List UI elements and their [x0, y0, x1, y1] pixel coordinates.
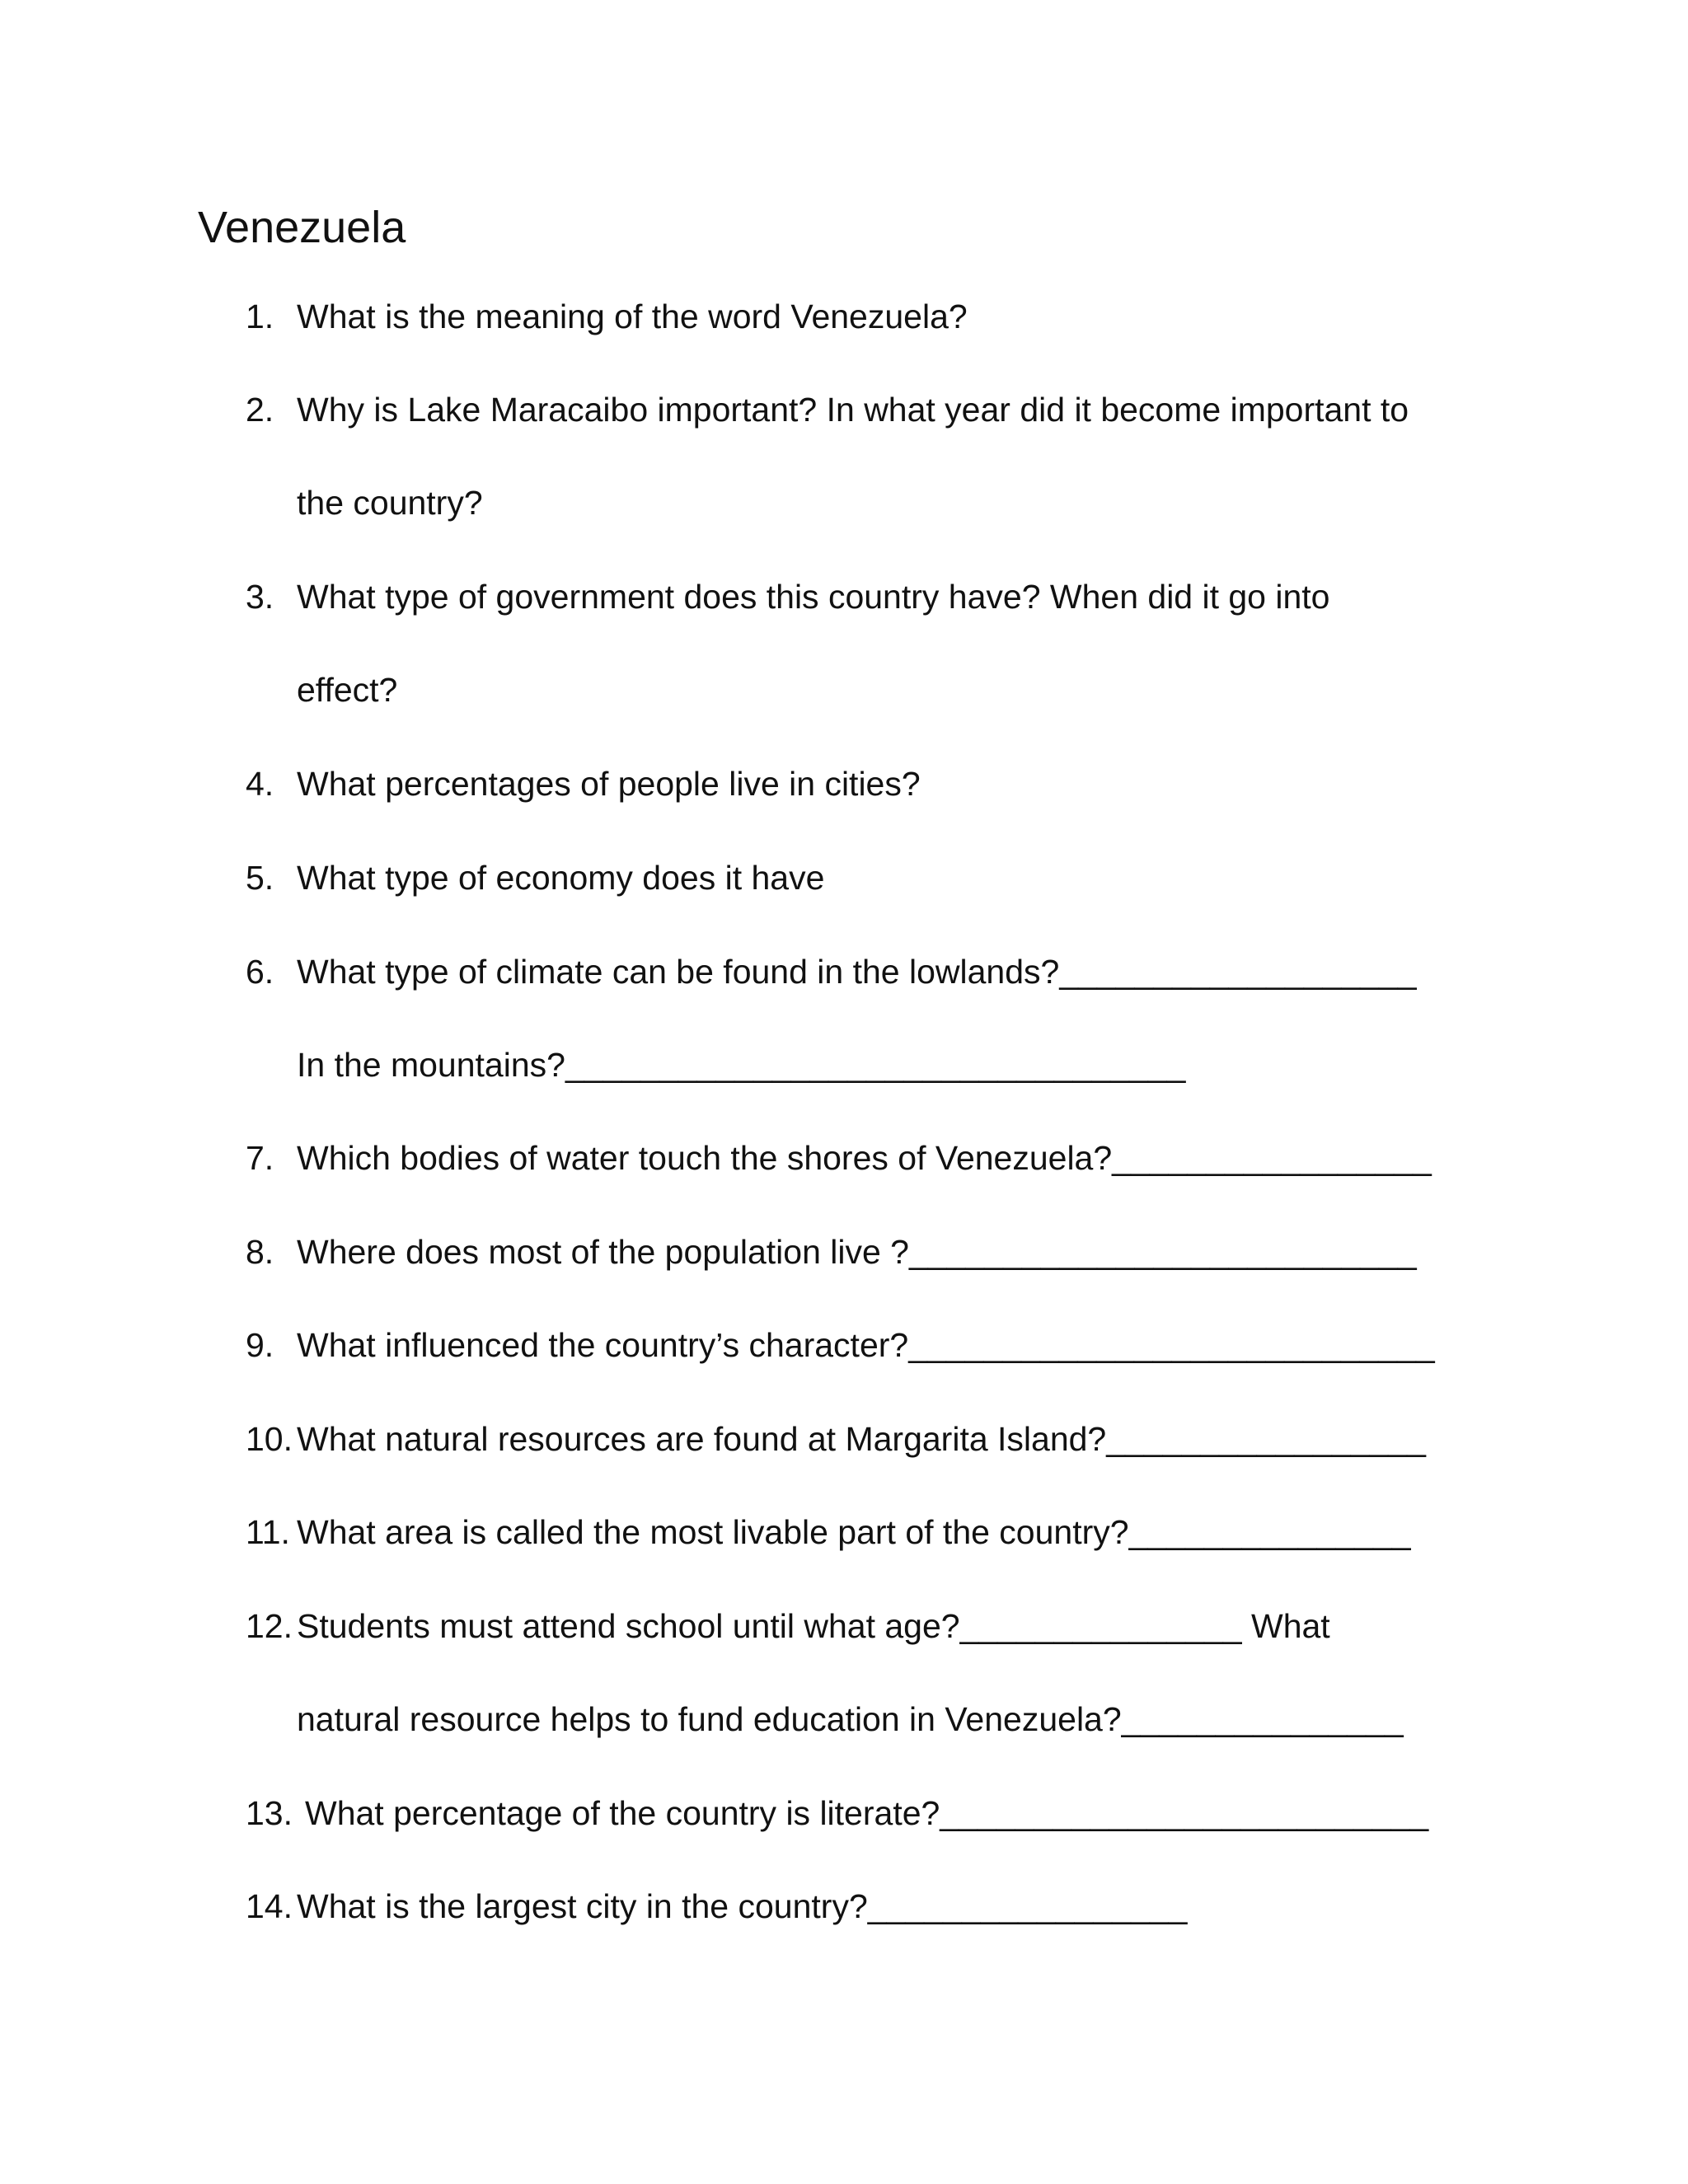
question-text-continued: the country? [297, 484, 483, 522]
question-number: 7. [246, 1139, 274, 1177]
question-text: What is the largest city in the country?_________________ [297, 1887, 1188, 1925]
question-text: What area is called the most livable part of the country?_______________ [297, 1513, 1411, 1551]
question-number: 8. [246, 1233, 274, 1271]
question-number: 10. [246, 1420, 293, 1458]
question-text: What is the meaning of the word Venezuela? [297, 298, 968, 335]
question-number: 12. [246, 1607, 293, 1645]
question-text: What influenced the country’s character?____________________________ [297, 1326, 1435, 1364]
question-text: Students must attend school until what age?_______________ What [297, 1607, 1330, 1645]
question-number: 9. [246, 1326, 274, 1364]
question-number: 4. [246, 765, 274, 803]
question-text: What type of economy does it have [297, 859, 825, 897]
question-number: 2. [246, 391, 274, 429]
question-text-continued: effect? [297, 671, 398, 709]
question-text-continued: In the mountains?_________________________________ [297, 1046, 1186, 1084]
question-text: Where does most of the population live ?___________________________ [297, 1233, 1417, 1271]
question-text-continued: natural resource helps to fund education in Venezuela?_______________ [297, 1700, 1404, 1738]
question-number: 13. [246, 1794, 293, 1832]
question-text: What type of government does this country have? When did it go into [297, 578, 1330, 616]
question-text: What type of climate can be found in the lowlands?___________________ [297, 953, 1417, 991]
page-title: Venezuela [198, 203, 406, 252]
question-text: What percentage of the country is literate?__________________________ [305, 1794, 1429, 1832]
question-text: What percentages of people live in cities? [297, 765, 921, 803]
question-number: 11. [246, 1513, 290, 1551]
question-text: What natural resources are found at Margarita Island?_________________ [297, 1420, 1426, 1458]
question-number: 3. [246, 578, 274, 616]
question-number: 1. [246, 298, 274, 335]
question-number: 14. [246, 1887, 293, 1925]
question-number: 6. [246, 953, 274, 991]
question-text: Why is Lake Maracaibo important? In what year did it become important to [297, 391, 1409, 429]
question-text: Which bodies of water touch the shores of Venezuela?_________________ [297, 1139, 1432, 1177]
question-number: 5. [246, 859, 274, 897]
